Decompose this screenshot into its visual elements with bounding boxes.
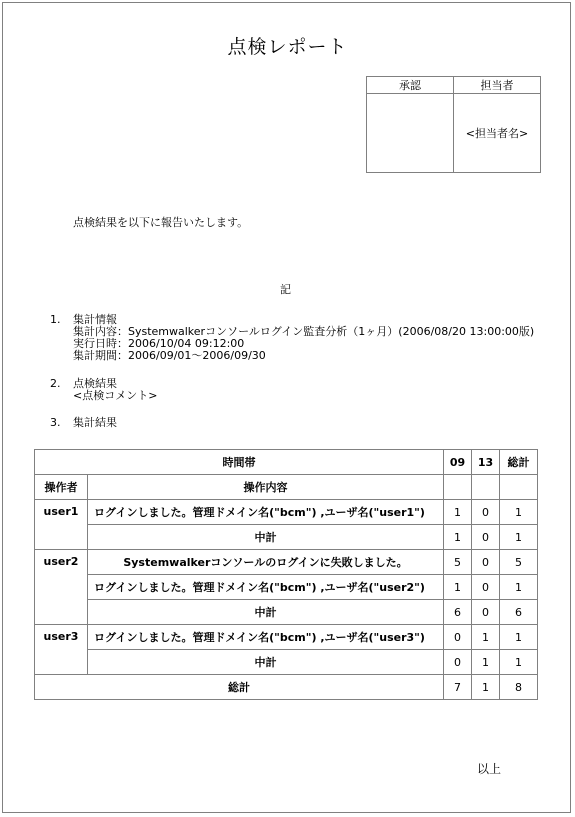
- operator-cell: user1: [35, 500, 88, 550]
- grand-total-cell: 8: [500, 675, 538, 700]
- operator-cell: user3: [35, 625, 88, 675]
- person-in-charge-name: <担当者名>: [454, 94, 541, 173]
- grand-total-label: 総計: [35, 675, 444, 700]
- operator-cell: user2: [35, 550, 88, 625]
- value-cell: 1: [500, 575, 538, 600]
- subtotal-cell: 1: [500, 650, 538, 675]
- person-in-charge-header: 担当者: [454, 77, 541, 94]
- operation-header: 操作内容: [88, 475, 444, 500]
- subtotal-label: 中計: [88, 650, 444, 675]
- approval-stamp-table: [366, 76, 541, 173]
- intro-text: 点検結果を以下に報告いたします。: [73, 216, 249, 229]
- value-cell: 1: [500, 500, 538, 525]
- value-cell: 1: [444, 500, 472, 525]
- subtotal-cell: 6: [500, 600, 538, 625]
- value-cell: 5: [444, 550, 472, 575]
- closing-mark: 以上: [477, 762, 502, 776]
- value-cell: 0: [472, 550, 500, 575]
- value-cell: 1: [500, 625, 538, 650]
- value-cell: 0: [472, 575, 500, 600]
- value-cell: 1: [472, 625, 500, 650]
- execution-datetime: 実行日時：2006/10/04 09:12:00: [73, 337, 245, 350]
- inspection-comment: <点検コメント>: [73, 389, 158, 402]
- operator-header: 操作者: [35, 475, 88, 500]
- section-heading: 集計情報: [73, 313, 117, 326]
- aggregation-content: 集計内容：Systemwalkerコンソールログイン監査分析（1ヶ月）(2006/08/20 13:00:00版): [73, 325, 535, 338]
- value-cell: 1: [444, 575, 472, 600]
- subtotal-label: 中計: [88, 600, 444, 625]
- subtotal-cell: 0: [472, 600, 500, 625]
- value-cell: 5: [500, 550, 538, 575]
- subtotal-cell: 0: [444, 650, 472, 675]
- time-slot-header: 時間帯: [35, 450, 444, 475]
- subtotal-cell: 1: [500, 525, 538, 550]
- approval-stamp-cell: [367, 94, 454, 173]
- section-heading: 点検結果: [73, 377, 117, 390]
- value-cell: 0: [472, 500, 500, 525]
- subtotal-label: 中計: [88, 525, 444, 550]
- value-cell: 0: [444, 625, 472, 650]
- subtotal-cell: 0: [472, 525, 500, 550]
- aggregation-result-table: [34, 449, 538, 700]
- grand-total-cell: 7: [444, 675, 472, 700]
- grand-total-cell: 1: [472, 675, 500, 700]
- section-number: 3.: [50, 416, 61, 429]
- subtotal-cell: 1: [472, 650, 500, 675]
- page-title: 点検レポート: [227, 36, 348, 58]
- section-number: 2.: [50, 377, 61, 390]
- section-heading: 集計結果: [73, 416, 117, 429]
- subtotal-cell: 6: [444, 600, 472, 625]
- hour-header: 09: [444, 450, 472, 475]
- operation-cell: Systemwalkerコンソールのログインに失敗しました。: [88, 550, 444, 575]
- aggregation-period: 集計期間：2006/09/01～2006/09/30: [73, 349, 266, 362]
- section-number: 1.: [50, 313, 61, 326]
- subtotal-cell: 1: [444, 525, 472, 550]
- ki-heading: 記: [280, 283, 291, 296]
- approval-header: 承認: [367, 77, 454, 94]
- total-header: 総計: [500, 450, 538, 475]
- operation-cell: ログインしました。管理ドメイン名("bcm") ,ユーザ名("user1"): [88, 500, 444, 525]
- operation-cell: ログインしました。管理ドメイン名("bcm") ,ユーザ名("user3"): [88, 625, 444, 650]
- operation-cell: ログインしました。管理ドメイン名("bcm") ,ユーザ名("user2"): [88, 575, 444, 600]
- hour-header: 13: [472, 450, 500, 475]
